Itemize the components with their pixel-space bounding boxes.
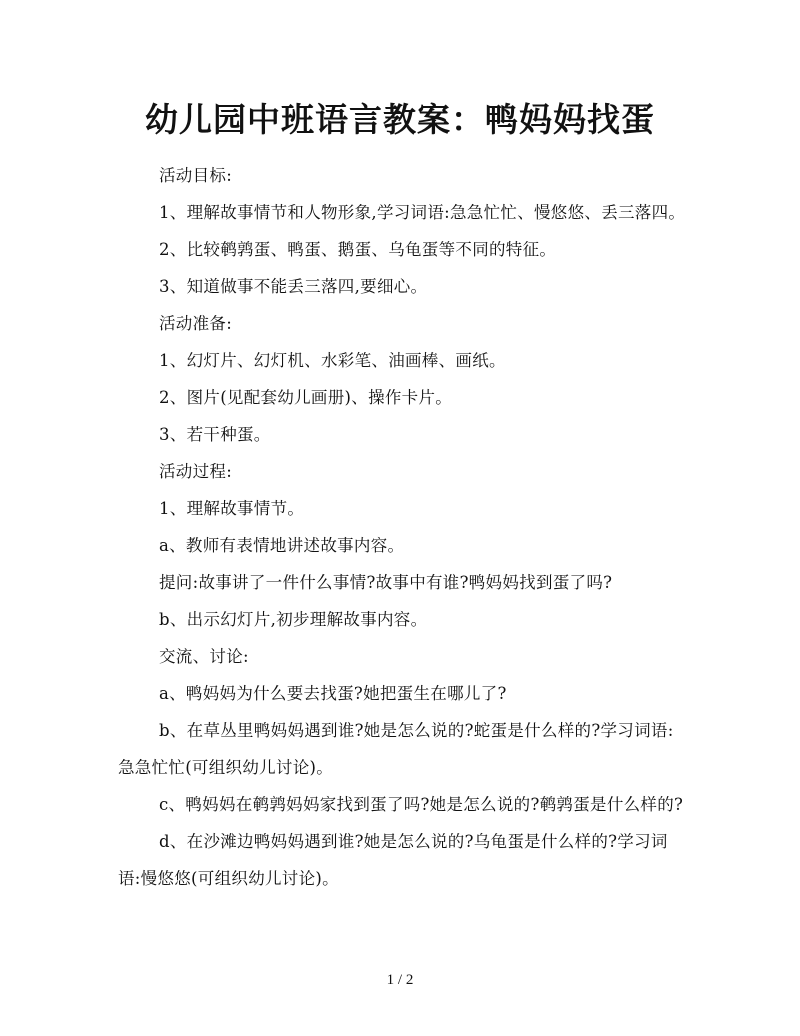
- document-body: [118, 157, 690, 897]
- paragraph: 1、理解故事情节。: [159, 499, 305, 518]
- paragraph: b、出示幻灯片,初步理解故事内容。: [159, 610, 428, 629]
- paragraph: 1、理解故事情节和人物形象,学习词语:急急忙忙、慢悠悠、丢三落四。: [159, 203, 686, 222]
- paragraph: b、在草丛里鸭妈妈遇到谁?她是怎么说的?蛇蛋是什么样的?学习词语:急急忙忙(可组织幼儿讨论)。: [118, 721, 674, 777]
- paragraph: c、鸭妈妈在鹌鹑妈妈家找到蛋了吗?她是怎么说的?鹌鹑蛋是什么样的?: [159, 795, 684, 814]
- paragraph: 交流、讨论:: [159, 647, 249, 666]
- paragraph: 活动目标:: [159, 166, 233, 185]
- paragraph: 3、知道做事不能丢三落四,要细心。: [159, 277, 428, 296]
- paragraph: d、在沙滩边鸭妈妈遇到谁?她是怎么说的?乌龟蛋是什么样的?学习词语:慢悠悠(可组织幼儿讨论)。: [118, 832, 668, 888]
- page-title: 幼儿园中班语言教案：鸭妈妈找蛋: [145, 100, 655, 139]
- paragraph: 2、图片(见配套幼儿画册)、操作卡片。: [159, 388, 453, 407]
- paragraph: 2、比较鹌鹑蛋、鸭蛋、鹅蛋、乌龟蛋等不同的特征。: [159, 240, 557, 259]
- page-number: 1 / 2: [386, 972, 414, 988]
- paragraph: 1、幻灯片、幻灯机、水彩笔、油画棒、画纸。: [159, 351, 506, 370]
- paragraph: a、鸭妈妈为什么要去找蛋?她把蛋生在哪儿了?: [159, 684, 507, 703]
- paragraph: 活动准备:: [159, 314, 233, 333]
- paragraph: 活动过程:: [159, 462, 233, 481]
- paragraph: a、教师有表情地讲述故事内容。: [159, 536, 405, 555]
- paragraph: 提问:故事讲了一件什么事情?故事中有谁?鸭妈妈找到蛋了吗?: [159, 573, 613, 592]
- paragraph: 3、若干种蛋。: [159, 425, 271, 444]
